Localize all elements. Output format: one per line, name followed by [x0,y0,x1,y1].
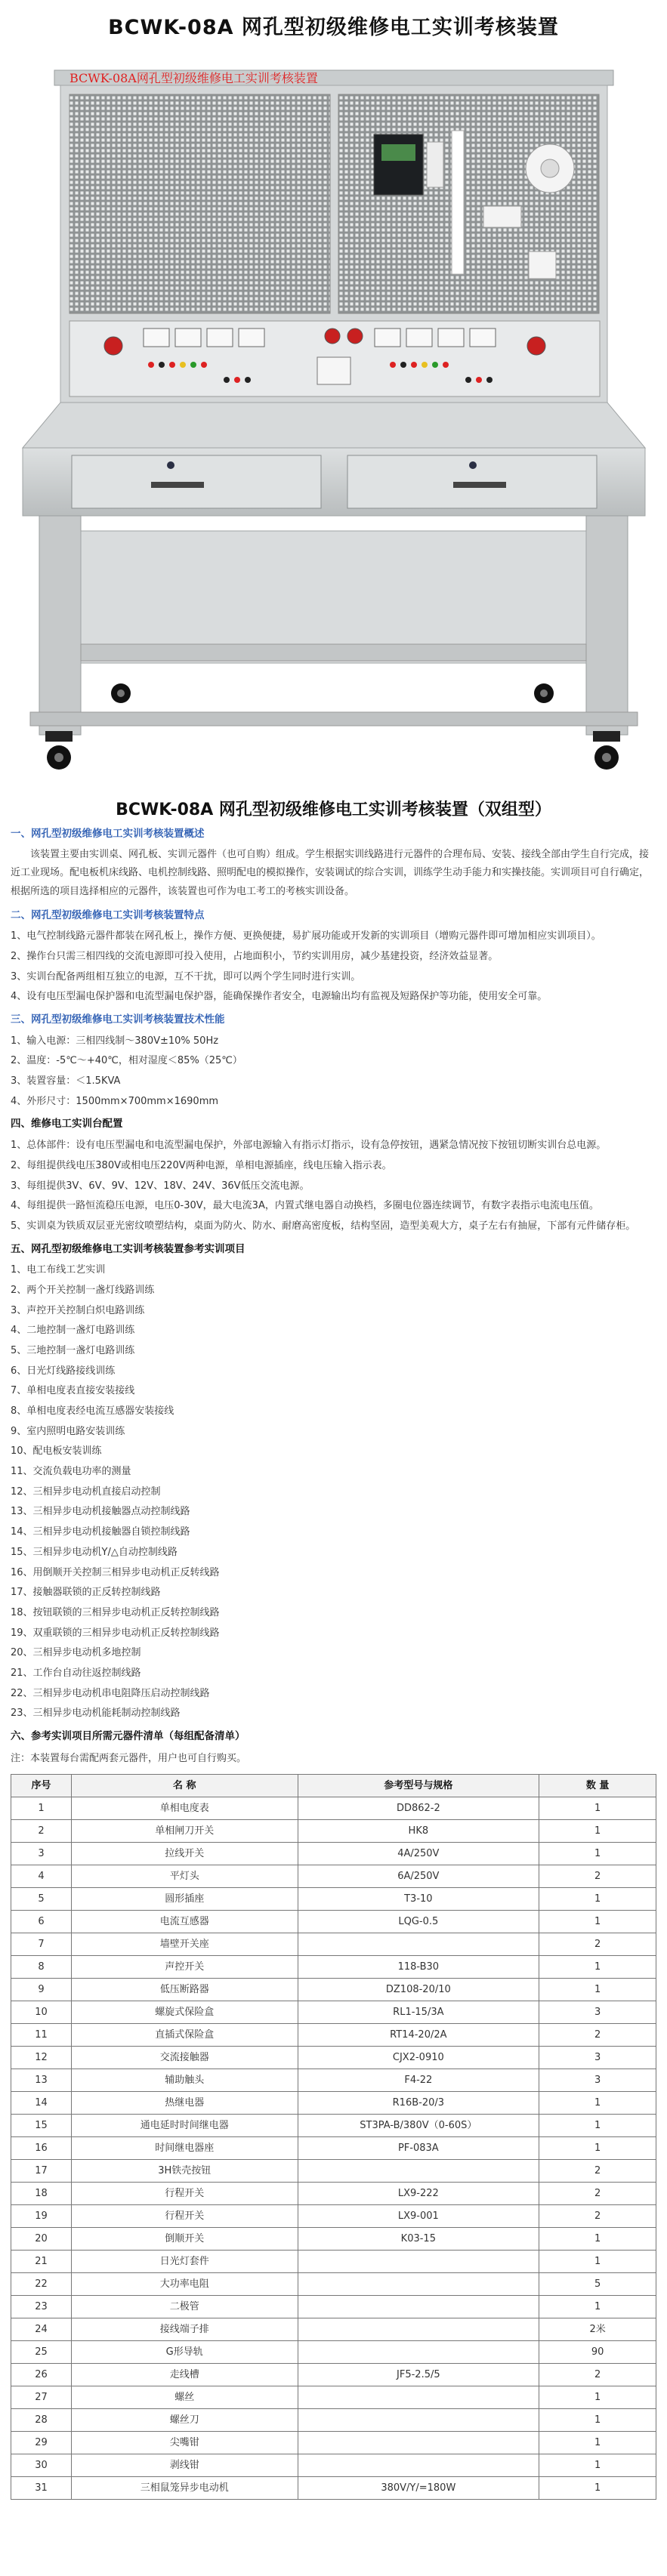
cell-name: 辅助触头 [71,2069,298,2092]
section-4-item: 2、每组提供线电压380V或相电压220V两种电源，单相电源插座，线电压输入指示表。 [11,1159,392,1171]
section-4-item: 5、实训桌为铁质双层亚光密纹喷塑结构，桌面为防火、防水、耐磨高密度板，结构坚固，造型美观大方，桌子左右有抽屉，下部有元件储存柜。 [11,1220,636,1232]
cell-name: 单相闸刀开关 [71,1820,298,1843]
cell-index: 16 [11,2137,72,2160]
cell-qty: 1 [539,2409,656,2432]
table-row [11,2273,656,2296]
cell-spec: F4-22 [298,2069,539,2092]
table-row [11,2318,656,2341]
drawer-left-lock [167,461,174,469]
cell-name: 3H铁壳按钮 [71,2160,298,2183]
section-5-item: 1、电工布线工艺实训 [11,1264,106,1276]
table-row [11,1956,656,1979]
cell-spec: RT14-20/2A [298,2024,539,2047]
cell-spec: K03-15 [298,2228,539,2251]
cell-index: 24 [11,2318,72,2341]
cell-spec: 118-B30 [298,1956,539,1979]
cell-name: 圆形插座 [71,1888,298,1911]
cell-spec [298,2432,539,2454]
table-row [11,2296,656,2318]
section-5-item: 2、两个开关控制一盏灯线路训练 [11,1284,155,1296]
table-row [11,2160,656,2183]
cell-name: 低压断路器 [71,1979,298,2001]
section-5-item: 11、交流负载电功率的测量 [11,1466,131,1478]
section-2-item: 1、电气控制线路元器件都装在网孔板上，操作方便、更换便捷，易扩展功能或开发新的实训项目（增购元器件即可增加相应实训项目）。 [11,930,601,942]
cell-index: 14 [11,2092,72,2115]
page-subtitle: BCWK-08A 网孔型初级维修电工实训考核装置（双组型） [116,801,551,819]
header-qty: 数 量 [539,1775,656,1797]
cell-spec: R16B-20/3 [298,2092,539,2115]
cell-qty: 1 [539,1820,656,1843]
cell-qty: 1 [539,1956,656,1979]
cell-spec [298,2273,539,2296]
cell-index: 30 [11,2454,72,2477]
cell-index: 8 [11,1956,72,1979]
cell-spec [298,2251,539,2273]
section-5-item: 13、三相异步电动机接触器点动控制线路 [11,1506,190,1518]
table-row [11,1911,656,1933]
cell-index: 17 [11,2160,72,2183]
cell-name: 螺丝 [71,2386,298,2409]
frame-banner-text: BCWK-08A网孔型初级维修电工实训考核装置 [69,71,318,85]
page-title: BCWK-08A 网孔型初级维修电工实训考核装置 [108,16,559,39]
table-row [11,2454,656,2477]
table-row [11,1797,656,1820]
desk-leg-right [586,516,628,735]
cell-qty: 3 [539,2001,656,2024]
cell-name: 接线端子排 [71,2318,298,2341]
wall-switch [529,251,556,279]
cell-qty: 1 [539,2228,656,2251]
cell-spec [298,2386,539,2409]
cell-qty: 2 [539,2024,656,2047]
table-row [11,2477,656,2500]
panel-breaker [317,357,350,384]
cell-name: 行程开关 [71,2183,298,2205]
cell-index: 26 [11,2364,72,2386]
cell-index: 31 [11,2477,72,2500]
cell-qty: 2米 [539,2318,656,2341]
breaker-component [483,206,521,227]
cell-name: 螺旋式保险盒 [71,2001,298,2024]
table-row [11,2092,656,2115]
cell-spec: T3-10 [298,1888,539,1911]
cell-name: G形导轨 [71,2341,298,2364]
section-5-item: 20、三相异步电动机多地控制 [11,1647,141,1659]
desk-crossbar [81,644,586,661]
table-row [11,1933,656,1956]
section-5-item: 22、三相异步电动机串电阻降压启动控制线路 [11,1687,210,1699]
cell-qty: 2 [539,2160,656,2183]
cell-spec: HK8 [298,1820,539,1843]
desk-leg-left [39,516,81,735]
header-index: 序号 [11,1775,72,1797]
cell-qty: 1 [539,1979,656,2001]
cell-index: 23 [11,2296,72,2318]
drawer-left-handle [151,482,204,488]
cell-index: 5 [11,1888,72,1911]
section-4-title: 四、维修电工实训台配置 [11,1118,123,1131]
cell-qty: 1 [539,2251,656,2273]
cell-spec: 380V/Y/=180W [298,2477,539,2500]
cell-name: 电流互感器 [71,1911,298,1933]
table-row [11,1865,656,1888]
section-2-item: 2、操作台只需三相四线的交流电源即可投入使用，占地面积小，节约实训用房，减少基建投资，经济效益显著。 [11,951,499,963]
product-photo [0,48,667,795]
cell-spec: 4A/250V [298,1843,539,1865]
mesh-board-right [338,94,599,313]
cell-qty: 2 [539,1865,656,1888]
table-row [11,1820,656,1843]
section-3-item: 1、输入电源：三相四线制～380V±10% 50Hz [11,1035,219,1047]
cell-qty: 1 [539,2092,656,2115]
cell-index: 13 [11,2069,72,2092]
section-2-title: 二、网孔型初级维修电工实训考核装置特点 [11,909,205,921]
section-6-note: 注：本装置每台需配两套元器件，用户也可自行购买。 [11,1752,247,1764]
cell-index: 25 [11,2341,72,2364]
cell-qty: 1 [539,2454,656,2477]
cell-spec [298,2454,539,2477]
cell-name: 时间继电器座 [71,2137,298,2160]
cell-index: 27 [11,2386,72,2409]
cell-name: 倒顺开关 [71,2228,298,2251]
section-6-title: 六、参考实训项目所需元器件清单（每组配备清单） [11,1730,245,1743]
parts-table-header-row [11,1775,656,1797]
section-5-item: 4、二地控制一盏灯电路训练 [11,1325,135,1337]
table-row [11,2409,656,2432]
table-row [11,1888,656,1911]
cell-qty: 2 [539,1933,656,1956]
cell-qty: 3 [539,2047,656,2069]
cell-spec: DZ108-20/10 [298,1979,539,2001]
cell-name: 热继电器 [71,2092,298,2115]
header-spec: 参考型号与规格 [298,1775,539,1797]
cell-index: 4 [11,1865,72,1888]
cell-name: 墙壁开关座 [71,1933,298,1956]
desk-top [23,403,645,448]
section-5-item: 10、配电板安装训练 [11,1445,102,1458]
section-5-item: 12、三相异步电动机直接启动控制 [11,1485,161,1498]
cell-qty: 1 [539,2296,656,2318]
cell-qty: 1 [539,1888,656,1911]
table-row [11,1979,656,2001]
section-3-title: 三、网孔型初级维修电工实训考核装置技术性能 [11,1013,225,1026]
cell-spec [298,2296,539,2318]
cell-qty: 1 [539,2477,656,2500]
cell-name: 尖嘴钳 [71,2432,298,2454]
section-5-title: 五、网孔型初级维修电工实训考核装置参考实训项目 [11,1242,245,1255]
cell-spec [298,1933,539,1956]
section-4-item: 1、总体部件：设有电压型漏电和电流型漏电保护，外部电源输入有指示灯指示，设有急停按钮，遇紧急情况按下按钮切断实训台总电源。 [11,1140,607,1152]
table-row [11,2341,656,2364]
cell-spec: PF-083A [298,2137,539,2160]
section-2-item: 4、设有电压型漏电保护器和电流型漏电保护器，能确保操作者安全，电源输出均有监视及短路保护等功能，使用安全可靠。 [11,991,548,1003]
cell-spec: CJX2-0910 [298,2047,539,2069]
header-name: 名 称 [71,1775,298,1797]
cell-name: 螺丝刀 [71,2409,298,2432]
table-row [11,2047,656,2069]
cell-index: 21 [11,2251,72,2273]
cell-qty: 1 [539,2115,656,2137]
table-row [11,2069,656,2092]
cell-index: 11 [11,2024,72,2047]
section-2-list [11,927,656,1007]
section-5-item: 14、三相异步电动机接触器自锁控制线路 [11,1526,190,1538]
table-row [11,2251,656,2273]
meter-component [374,134,423,195]
round-socket-center [541,159,559,177]
parts-table [11,1774,656,2500]
cell-name: 行程开关 [71,2205,298,2228]
section-5-item: 19、双重联锁的三相异步电动机正反转控制线路 [11,1627,220,1639]
cell-index: 22 [11,2273,72,2296]
meter-display [381,144,415,161]
cell-name: 剥线钳 [71,2454,298,2477]
table-row [11,2432,656,2454]
cell-spec: RL1-15/3A [298,2001,539,2024]
cell-index: 18 [11,2183,72,2205]
table-row [11,1843,656,1865]
table-row [11,2364,656,2386]
cell-qty: 1 [539,1911,656,1933]
cell-name: 三相鼠笼异步电动机 [71,2477,298,2500]
table-row [11,2137,656,2160]
wire-duct [452,131,464,274]
cell-name: 二极管 [71,2296,298,2318]
parts-table-body [11,1797,656,2500]
cell-spec [298,2409,539,2432]
section-5-item: 8、单相电度表经电流互感器安装接线 [11,1405,174,1418]
table-row [11,2183,656,2205]
section-1-title: 一、网孔型初级维修电工实训考核装置概述 [11,828,205,840]
cell-qty: 1 [539,1797,656,1820]
cell-spec: DD862-2 [298,1797,539,1820]
cell-name: 平灯头 [71,1865,298,1888]
cell-spec [298,2341,539,2364]
cell-name: 交流接触器 [71,2047,298,2069]
cell-qty: 5 [539,2273,656,2296]
section-4-item: 4、每组提供一路恒流稳压电源，电压0-30V，最大电流3A，内置式继电器自动换档，多圈电位器连续调节，有数字表指示电流电压值。 [11,1200,599,1212]
section-3-item: 4、外形尺寸：1500mm×700mm×1690mm [11,1095,219,1107]
cell-qty: 1 [539,2432,656,2454]
cell-index: 7 [11,1933,72,1956]
section-5-item: 3、声控开关控制白炽电路训练 [11,1304,145,1316]
switch-component [427,142,443,187]
cell-index: 29 [11,2432,72,2454]
cell-spec [298,2160,539,2183]
cell-qty: 1 [539,2137,656,2160]
cell-index: 10 [11,2001,72,2024]
section-3-item: 3、装置容量：＜1.5KVA [11,1075,121,1087]
section-1-text: 该装置主要由实训桌、网孔板、实训元器件（也可自购）组成。学生根据实训线路进行元器件的合理布局、安装、接线全部由学生自行完成，接近工业现场。配电板机床线路、电机控制线路、照明配电的模拟操作，安装调试的综合实训，训练学生动手能力和实操技能。实训项目可自行确定，根据所选的项目选择相应的元器件，该装置也可作为电工考工的考核实训设备。 [11,848,650,898]
cell-index: 28 [11,2409,72,2432]
cell-index: 2 [11,1820,72,1843]
drawer-right-lock [469,461,477,469]
cell-index: 1 [11,1797,72,1820]
cell-name: 大功率电阻 [71,2273,298,2296]
section-5-item: 21、工作台自动往返控制线路 [11,1667,141,1679]
section-5-item: 7、单相电度表直接安装接线 [11,1385,135,1397]
spec-content [0,825,667,2500]
table-row [11,2228,656,2251]
section-5-item: 6、日光灯线路接线训练 [11,1365,116,1377]
cell-index: 19 [11,2205,72,2228]
table-row [11,2001,656,2024]
table-row [11,2024,656,2047]
section-4-item: 3、每组提供3V、6V、9V、12V、18V、24V、36V低压交流电源。 [11,1180,310,1192]
cell-spec: LX9-001 [298,2205,539,2228]
cell-spec: JF5-2.5/5 [298,2364,539,2386]
section-5-item: 16、用倒顺开关控制三相异步电动机正反转线路 [11,1566,220,1578]
cell-name: 通电延时时间继电器 [71,2115,298,2137]
table-row [11,2115,656,2137]
cell-qty: 1 [539,1843,656,1865]
caster-wheels [45,683,620,770]
desk-back-panel [81,531,586,663]
desk-base-bar [30,712,638,726]
section-5-item: 17、接触器联锁的正反转控制线路 [11,1587,161,1599]
section-5-item: 15、三相异步电动机Y/△自动控制线路 [11,1546,178,1558]
cell-qty: 2 [539,2183,656,2205]
cell-index: 20 [11,2228,72,2251]
section-3-list [11,1032,656,1112]
cell-qty: 90 [539,2341,656,2364]
cell-qty: 1 [539,2386,656,2409]
cell-name: 声控开关 [71,1956,298,1979]
cell-name: 日光灯套件 [71,2251,298,2273]
cell-index: 3 [11,1843,72,1865]
product-photo-drawing [0,48,667,795]
mesh-board-left [69,94,330,313]
section-5-item: 5、三地控制一盏灯电路训练 [11,1344,135,1356]
section-2-item: 3、实训台配备两组相互独立的电源，互不干扰，即可以两个学生同时进行实训。 [11,970,361,983]
cell-name: 单相电度表 [71,1797,298,1820]
cell-index: 15 [11,2115,72,2137]
cell-qty: 2 [539,2205,656,2228]
table-row [11,2386,656,2409]
cell-spec [298,2318,539,2341]
section-5-list [11,1260,656,1724]
cell-name: 走线槽 [71,2364,298,2386]
section-5-item: 18、按钮联锁的三相异步电动机正反转控制线路 [11,1606,220,1618]
cell-index: 12 [11,2047,72,2069]
cell-index: 9 [11,1979,72,2001]
section-5-item: 9、室内照明电路安装训练 [11,1425,125,1437]
section-3-item: 2、温度：-5℃～+40℃，相对湿度＜85%（25℃） [11,1055,242,1067]
section-4-list [11,1136,656,1236]
cell-spec: 6A/250V [298,1865,539,1888]
cell-spec: ST3PA-B/380V（0-60S） [298,2115,539,2137]
cell-qty: 2 [539,2364,656,2386]
section-5-item: 23、三相异步电动机能耗制动控制线路 [11,1708,181,1720]
cell-qty: 3 [539,2069,656,2092]
cell-spec: LQG-0.5 [298,1911,539,1933]
cell-name: 直插式保险盒 [71,2024,298,2047]
cell-name: 拉线开关 [71,1843,298,1865]
table-row [11,2205,656,2228]
cell-spec: LX9-222 [298,2183,539,2205]
cell-index: 6 [11,1911,72,1933]
drawer-right-handle [453,482,506,488]
